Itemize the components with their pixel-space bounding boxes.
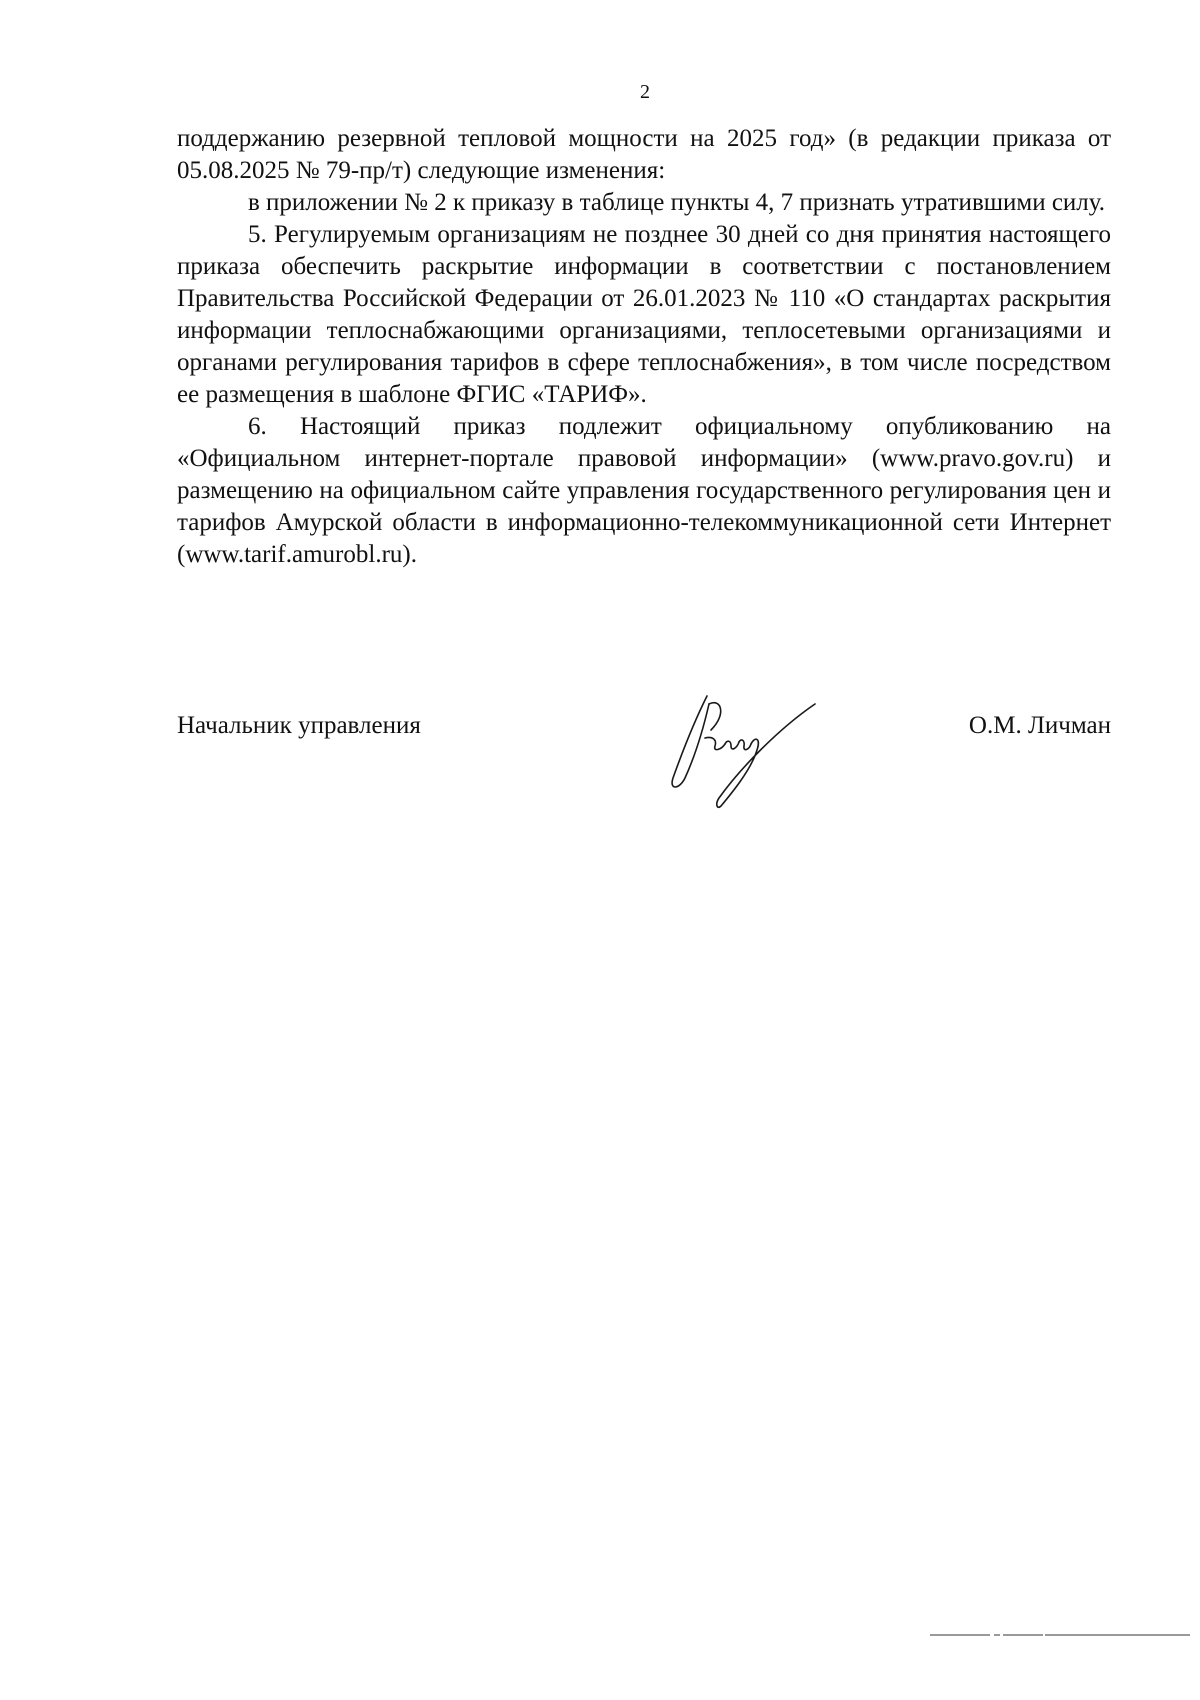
page-number: 2 <box>640 81 650 103</box>
paragraph-item-6: 6. Настоящий приказ подлежит официальному опубликованию на «Официальном интернет-портале правовой информации» (www.pravo.gov.ru) и размещению на официальном сайте управления государственного регулирования цен и тарифов Амурской области в информационно-телекоммуникационной сети Интернет (www.tarif.amurobl.ru). <box>177 413 1111 568</box>
paragraph-appendix-change: в приложении № 2 к приказу в таблице пункты 4, 7 признать утратившими силу. <box>248 189 1106 216</box>
document-body <box>177 123 1111 571</box>
paragraph-continuation: поддержанию резервной тепловой мощности на 2025 год» (в редакции приказа от 05.08.2025 № 79-пр/т) следующие изменения: <box>177 125 1111 184</box>
signatory-name: О.М. Личман <box>968 712 1111 739</box>
signatory-position: Начальник управления <box>177 712 421 739</box>
handwritten-signature <box>665 690 825 810</box>
footer-line <box>930 1633 1190 1637</box>
paragraph-item-5: 5. Регулируемым организациям не позднее 30 дней со дня принятия настоящего приказа обеспечить раскрытие информации в соответствии с постановлением Правительства Российской Федерации от 26.01.2023 № 110 «О стандартах раскрытия информации теплоснабжающими организациями, теплосетевыми организациями и органами регулирования тарифов в сфере теплоснабжения», в том числе посредством ее размещения в шаблоне ФГИС «ТАРИФ». <box>177 221 1111 408</box>
signature-block <box>177 710 1111 750</box>
